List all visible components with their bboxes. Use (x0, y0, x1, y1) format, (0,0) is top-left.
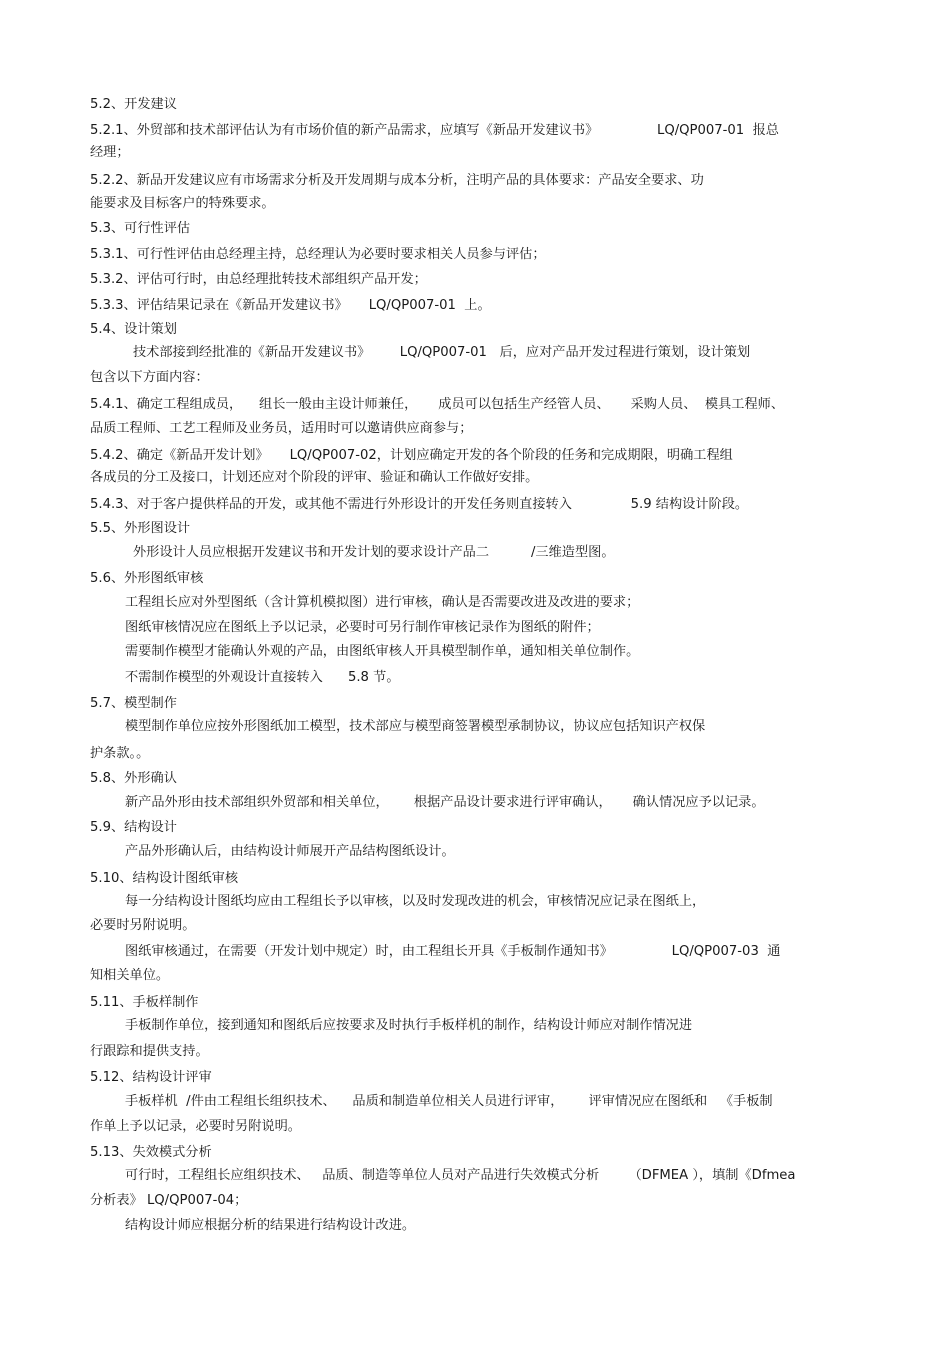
para-5-6-b: 图纸审核情况应在图纸上予以记录，必要时可另行制作审核记录作为图纸的附件； (125, 620, 600, 635)
para-5-4-2: 5.4.2、确定《新品开发计划》 LQ/QP007-02，计划应确定开发的各个阶段的任务和完成期限，明确工程组 (90, 448, 733, 463)
para-5-3-1: 5.3.1、可行性评估由总经理主持，总经理认为必要时要求相关人员参与评估； (90, 247, 546, 262)
para-5-2-2-cont: 能要求及目标客户的特殊要求。 (90, 196, 275, 211)
heading-5-5: 5.5、外形图设计 (90, 521, 191, 536)
para-5-2-1-cont: 经理； (90, 145, 130, 160)
para-5-10-b-cont: 知相关单位。 (90, 968, 170, 983)
heading-5-10: 5.10、结构设计图纸审核 (90, 871, 239, 886)
para-5-4-1: 5.4.1、确定工程组成员， 组长一般由主设计师兼任， 成员可以包括生产经管人员、 采购人员、 模具工程师、 (90, 397, 785, 412)
para-5-13-a-cont: 分析表》 LQ/QP007-04； (90, 1193, 248, 1208)
para-5-2-1: 5.2.1、外贸部和技术部评估认为有市场价值的新产品需求，应填写《新品开发建议书》 LQ/QP007-01 报总 (90, 123, 779, 138)
para-5-10-a: 每一分结构设计图纸均应由工程组长予以审核，以及时发现改进的机会，审核情况应记录在图纸上， (125, 894, 706, 909)
heading-5-7: 5.7、模型制作 (90, 696, 177, 711)
para-5-6-c: 需要制作模型才能确认外观的产品，由图纸审核人开具模型制作单，通知相关单位制作。 (125, 644, 640, 659)
para-5-12: 手板样机 /件由工程组长组织技术、 品质和制造单位相关人员进行评审， 评审情况应在图纸和 《手板制 (125, 1094, 773, 1109)
heading-5-11: 5.11、手板样制作 (90, 995, 199, 1010)
heading-5-4: 5.4、设计策划 (90, 322, 177, 337)
para-5-9: 产品外形确认后，由结构设计师展开产品结构图纸设计。 (125, 844, 455, 859)
para-5-6-a: 工程组长应对外型图纸（含计算机模拟图）进行审核，确认是否需要改进及改进的要求； (125, 595, 640, 610)
para-5-6-d: 不需制作模型的外观设计直接转入 5.8 节。 (125, 670, 400, 685)
para-5-13-b: 结构设计师应根据分析的结果进行结构设计改进。 (125, 1218, 416, 1233)
para-5-4-cont: 包含以下方面内容： (90, 370, 209, 385)
para-5-3-3: 5.3.3、评估结果记录在《新品开发建议书》 LQ/QP007-01 上。 (90, 298, 491, 313)
heading-5-3: 5.3、可行性评估 (90, 221, 191, 236)
heading-5-9: 5.9、结构设计 (90, 820, 177, 835)
heading-5-12: 5.12、结构设计评审 (90, 1070, 212, 1085)
para-5-11-cont: 行跟踪和提供支持。 (90, 1044, 209, 1059)
para-5-5: 外形设计人员应根据开发建议书和开发计划的要求设计产品二 /三维造型图。 (133, 545, 615, 560)
para-5-12-cont: 作单上予以记录，必要时另附说明。 (90, 1119, 301, 1134)
para-5-7: 模型制作单位应按外形图纸加工模型，技术部应与模型商签署模型承制协议，协议应包括知识产权保 (125, 719, 706, 734)
para-5-7-cont: 护条款。。 (90, 746, 150, 761)
para-5-4-1-cont: 品质工程师、工艺工程师及业务员，适用时可以邀请供应商参与； (90, 421, 473, 436)
para-5-11: 手板制作单位，接到通知和图纸后应按要求及时执行手板样机的制作，结构设计师应对制作情况进 (125, 1018, 693, 1033)
heading-5-13: 5.13、失效模式分析 (90, 1145, 212, 1160)
para-5-8: 新产品外形由技术部组织外贸部和相关单位， 根据产品设计要求进行评审确认， 确认情况应予以记录。 (125, 795, 765, 810)
para-5-2-2: 5.2.2、新品开发建议应有市场需求分析及开发周期与成本分析，注明产品的具体要求：产品安全要求、功 (90, 173, 704, 188)
para-5-4-2-cont: 各成员的分工及接口，计划还应对个阶段的评审、验证和确认工作做好安排。 (90, 470, 539, 485)
para-5-3-2: 5.3.2、评估可行时，由总经理批转技术部组织产品开发； (90, 272, 427, 287)
heading-5-2: 5.2、开发建议 (90, 97, 177, 112)
para-5-13-a: 可行时，工程组长应组织技术、 品质、制造等单位人员对产品进行失效模式分析 （DFMEA ），填制《Dfmea (125, 1168, 796, 1183)
heading-5-6: 5.6、外形图纸审核 (90, 571, 204, 586)
heading-5-8: 5.8、外形确认 (90, 771, 177, 786)
para-5-10-b: 图纸审核通过，在需要（开发计划中规定）时，由工程组长开具《手板制作通知书》 LQ/QP007-03 通 (125, 944, 781, 959)
para-5-4: 技术部接到经批准的《新品开发建议书》 LQ/QP007-01 后，应对产品开发过程进行策划，设计策划 (133, 345, 751, 360)
para-5-10-a-cont: 必要时另附说明。 (90, 918, 196, 933)
para-5-4-3: 5.4.3、对于客户提供样品的开发，或其他不需进行外形设计的开发任务则直接转入 5.9 结构设计阶段。 (90, 497, 749, 512)
